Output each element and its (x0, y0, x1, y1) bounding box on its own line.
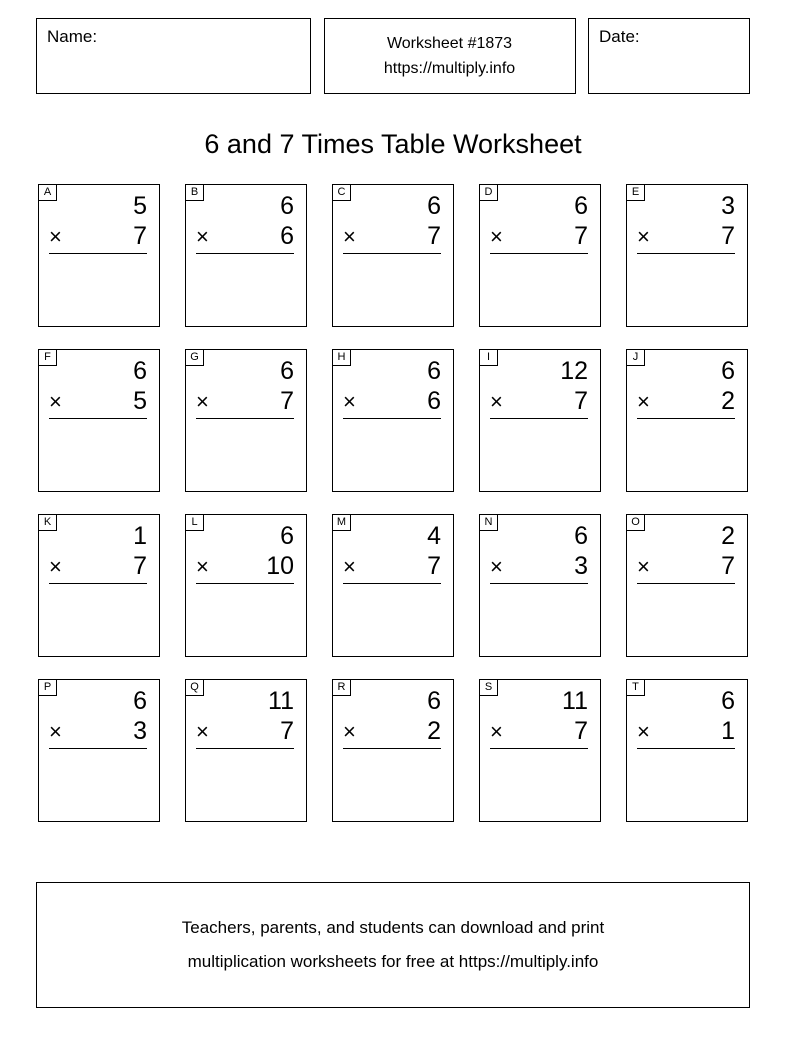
multiplier-row (343, 551, 441, 581)
problem-body (627, 185, 747, 254)
multiplier-row (196, 221, 294, 251)
multiplicand: 6 (133, 357, 147, 385)
name-field-box[interactable] (36, 18, 311, 94)
problem-label: S (480, 680, 498, 696)
multiplier: 7 (574, 717, 588, 745)
multiplier: 2 (427, 717, 441, 745)
multiplicand: 6 (427, 357, 441, 385)
multiply-icon: × (343, 224, 356, 249)
answer-rule (196, 418, 294, 419)
multiplicand: 6 (721, 687, 735, 715)
multiplier: 7 (721, 222, 735, 250)
multiplicand: 1 (133, 522, 147, 550)
problem-item (626, 349, 748, 492)
footer-note (36, 882, 750, 1008)
problem-item (38, 184, 160, 327)
multiply-icon: × (343, 719, 356, 744)
problem-body (186, 680, 306, 749)
multiplier-row (196, 386, 294, 416)
problem-label: K (39, 515, 57, 531)
answer-rule (49, 748, 147, 749)
problem-body (39, 515, 159, 584)
problem-label: T (627, 680, 645, 696)
problem-label: G (186, 350, 204, 366)
multiply-icon: × (196, 389, 209, 414)
multiplicand: 4 (427, 522, 441, 550)
multiplier-row (343, 716, 441, 746)
answer-rule (49, 418, 147, 419)
multiplicand: 11 (562, 687, 588, 715)
problem-item (626, 679, 748, 822)
answer-rule (490, 253, 588, 254)
problem-item (332, 679, 454, 822)
multiplicand: 6 (133, 687, 147, 715)
problem-item (626, 184, 748, 327)
multiplier: 7 (427, 222, 441, 250)
problem-body (186, 185, 306, 254)
problem-label: B (186, 185, 204, 201)
multiply-icon: × (196, 224, 209, 249)
problem-item (479, 679, 601, 822)
multiplicand: 6 (721, 357, 735, 385)
problem-label: L (186, 515, 204, 531)
multiplicand: 6 (574, 192, 588, 220)
problem-body (186, 350, 306, 419)
problem-item (332, 349, 454, 492)
multiplier: 7 (574, 222, 588, 250)
multiplier: 5 (133, 387, 147, 415)
multiply-icon: × (637, 554, 650, 579)
problem-label: R (333, 680, 351, 696)
multiplier-row (196, 716, 294, 746)
multiply-icon: × (49, 719, 62, 744)
problem-label: C (333, 185, 351, 201)
multiplier-row (343, 221, 441, 251)
problem-body (333, 515, 453, 584)
answer-rule (343, 418, 441, 419)
problem-item (332, 184, 454, 327)
problem-item (479, 349, 601, 492)
multiply-icon: × (637, 389, 650, 414)
multiplicand: 6 (280, 522, 294, 550)
problem-label: O (627, 515, 645, 531)
worksheet-id: Worksheet #1873 (386, 35, 513, 52)
problem-item (185, 679, 307, 822)
multiply-icon: × (490, 224, 503, 249)
answer-rule (490, 583, 588, 584)
problem-body (333, 350, 453, 419)
problem-body (333, 185, 453, 254)
multiplier-row (196, 551, 294, 581)
problem-body (480, 185, 600, 254)
multiplier: 6 (427, 387, 441, 415)
problem-item (185, 349, 307, 492)
problem-label: D (480, 185, 498, 201)
multiplicand: 12 (560, 357, 588, 385)
problem-item (185, 514, 307, 657)
problem-body (39, 350, 159, 419)
problem-body (39, 185, 159, 254)
problem-item (332, 514, 454, 657)
problem-label: M (333, 515, 351, 531)
multiplier: 2 (721, 387, 735, 415)
problem-body (627, 515, 747, 584)
problem-label: F (39, 350, 57, 366)
multiplicand: 6 (574, 522, 588, 550)
answer-rule (343, 253, 441, 254)
multiplier: 7 (280, 717, 294, 745)
problem-body (627, 680, 747, 749)
name-label: Name: (47, 27, 98, 46)
multiplicand: 6 (280, 192, 294, 220)
multiply-icon: × (490, 554, 503, 579)
problem-body (480, 515, 600, 584)
multiplier: 7 (133, 552, 147, 580)
multiply-icon: × (49, 554, 62, 579)
problem-item (479, 514, 601, 657)
multiplier-row (490, 716, 588, 746)
multiplier-row (637, 221, 735, 251)
date-field-box[interactable] (588, 18, 750, 94)
multiplier: 7 (133, 222, 147, 250)
answer-rule (490, 748, 588, 749)
multiply-icon: × (343, 554, 356, 579)
multiplier-row (490, 551, 588, 581)
multiplier-row (637, 551, 735, 581)
problem-item (626, 514, 748, 657)
multiply-icon: × (196, 554, 209, 579)
problem-label: J (627, 350, 645, 366)
multiplier: 7 (574, 387, 588, 415)
answer-rule (637, 583, 735, 584)
problem-label: N (480, 515, 498, 531)
multiply-icon: × (637, 224, 650, 249)
answer-rule (637, 253, 735, 254)
site-url: https://multiply.info (383, 60, 516, 77)
multiplier: 3 (574, 552, 588, 580)
problem-item (479, 184, 601, 327)
problem-label: I (480, 350, 498, 366)
problem-label: E (627, 185, 645, 201)
multiply-icon: × (490, 389, 503, 414)
multiplier: 6 (280, 222, 294, 250)
multiplier-row (49, 551, 147, 581)
multiplicand: 6 (280, 357, 294, 385)
multiply-icon: × (490, 719, 503, 744)
multiplier-row (637, 386, 735, 416)
problem-grid (36, 184, 750, 822)
multiplicand: 5 (133, 192, 147, 220)
multiplier-row (49, 716, 147, 746)
multiplier-row (490, 221, 588, 251)
problem-label: A (39, 185, 57, 201)
multiplicand: 6 (427, 687, 441, 715)
multiplicand: 11 (268, 687, 294, 715)
multiply-icon: × (637, 719, 650, 744)
answer-rule (490, 418, 588, 419)
answer-rule (196, 583, 294, 584)
answer-rule (343, 583, 441, 584)
problem-body (186, 515, 306, 584)
multiplier: 7 (427, 552, 441, 580)
problem-body (333, 680, 453, 749)
multiplier: 3 (133, 717, 147, 745)
multiply-icon: × (196, 719, 209, 744)
multiplier-row (49, 386, 147, 416)
multiplier-row (343, 386, 441, 416)
worksheet-info-box (324, 18, 576, 94)
multiplier-row (637, 716, 735, 746)
problem-body (627, 350, 747, 419)
multiply-icon: × (49, 389, 62, 414)
footer-line-1: Teachers, parents, and students can download and print (181, 918, 605, 937)
answer-rule (637, 748, 735, 749)
multiplicand: 6 (427, 192, 441, 220)
multiplicand: 2 (721, 522, 735, 550)
problem-label: H (333, 350, 351, 366)
footer-line-2: multiplication worksheets for free at https://multiply.info (187, 952, 599, 971)
date-label: Date: (599, 27, 640, 46)
multiplier: 7 (280, 387, 294, 415)
multiplier-row (49, 221, 147, 251)
multiplicand: 3 (721, 192, 735, 220)
problem-item (38, 514, 160, 657)
answer-rule (196, 253, 294, 254)
answer-rule (637, 418, 735, 419)
multiply-icon: × (49, 224, 62, 249)
problem-label: P (39, 680, 57, 696)
answer-rule (196, 748, 294, 749)
problem-item (185, 184, 307, 327)
problem-body (39, 680, 159, 749)
multiplier-row (490, 386, 588, 416)
problem-body (480, 680, 600, 749)
multiply-icon: × (343, 389, 356, 414)
page-title: 6 and 7 Times Table Worksheet (204, 129, 582, 159)
multiplier: 10 (266, 552, 294, 580)
multiplier: 1 (721, 717, 735, 745)
answer-rule (49, 253, 147, 254)
multiplier: 7 (721, 552, 735, 580)
problem-item (38, 679, 160, 822)
answer-rule (49, 583, 147, 584)
answer-rule (343, 748, 441, 749)
problem-label: Q (186, 680, 204, 696)
problem-body (480, 350, 600, 419)
problem-item (38, 349, 160, 492)
header-row (36, 18, 750, 94)
